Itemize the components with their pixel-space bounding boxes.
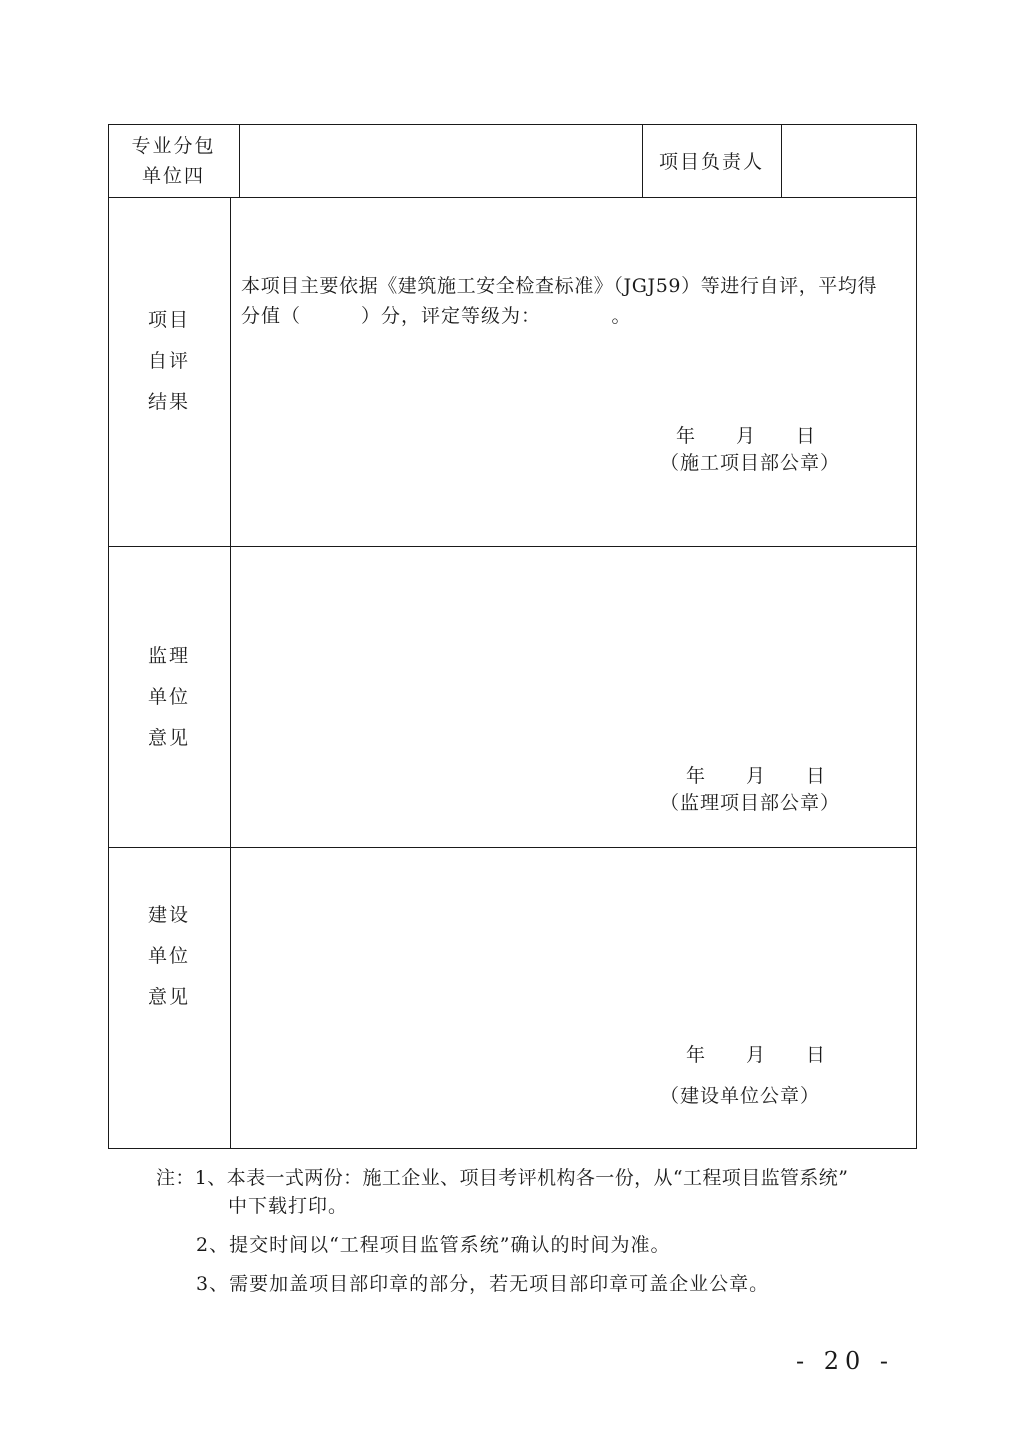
- construction-label-line3: 意见: [147, 986, 190, 1008]
- supervision-label-line1: 监理: [147, 645, 190, 667]
- supervision-label: [108, 636, 230, 759]
- supervision-date: 年 月 日: [686, 765, 827, 787]
- row1-divider-c: [781, 124, 782, 198]
- self-eval-label-line2: 自评: [147, 350, 190, 372]
- label-column-divider: [230, 197, 231, 1149]
- construction-label: [108, 895, 230, 1018]
- note-1-line1: 注：1、本表一式两份：施工企业、项目考评机构各一份，从“工程项目监管系统”: [156, 1167, 849, 1189]
- construction-date: 年 月 日: [686, 1044, 827, 1066]
- page-number: - 20 -: [796, 1347, 895, 1375]
- subcontractor-label-line2: 单位四: [141, 165, 205, 187]
- note-3: 3、需要加盖项目部印章的部分，若无项目部印章可盖企业公章。: [196, 1273, 770, 1295]
- construction-seal: （建设单位公章）: [660, 1085, 821, 1107]
- table-right-border: [916, 124, 917, 1149]
- row1-divider-a: [239, 124, 240, 198]
- note-1-line2: 中下载打印。: [228, 1195, 349, 1217]
- subcontractor-label-line1: 专业分包: [131, 135, 216, 157]
- self-eval-label-line3: 结果: [147, 391, 190, 413]
- self-eval-date: 年 月 日: [676, 425, 817, 447]
- supervision-seal: （监理项目部公章）: [660, 792, 841, 814]
- self-eval-text-line2: 分值（ ）分，评定等级为： 。: [241, 305, 632, 327]
- construction-label-line1: 建设: [147, 904, 190, 926]
- supervision-label-line3: 意见: [147, 727, 190, 749]
- self-eval-label: [108, 300, 230, 423]
- construction-label-line2: 单位: [147, 945, 190, 967]
- note-2: 2、提交时间以“工程项目监管系统”确认的时间为准。: [196, 1234, 671, 1256]
- self-eval-text-line1: 本项目主要依据《建筑施工安全检查标准》（JGJ59）等进行自评，平均得: [241, 275, 878, 297]
- project-manager-label: 项目负责人: [658, 151, 764, 173]
- self-eval-label-line1: 项目: [147, 309, 190, 331]
- supervision-label-line2: 单位: [147, 686, 190, 708]
- table-top-border: [108, 124, 917, 125]
- self-eval-seal: （施工项目部公章）: [660, 452, 841, 474]
- subcontractor-label: [108, 131, 239, 191]
